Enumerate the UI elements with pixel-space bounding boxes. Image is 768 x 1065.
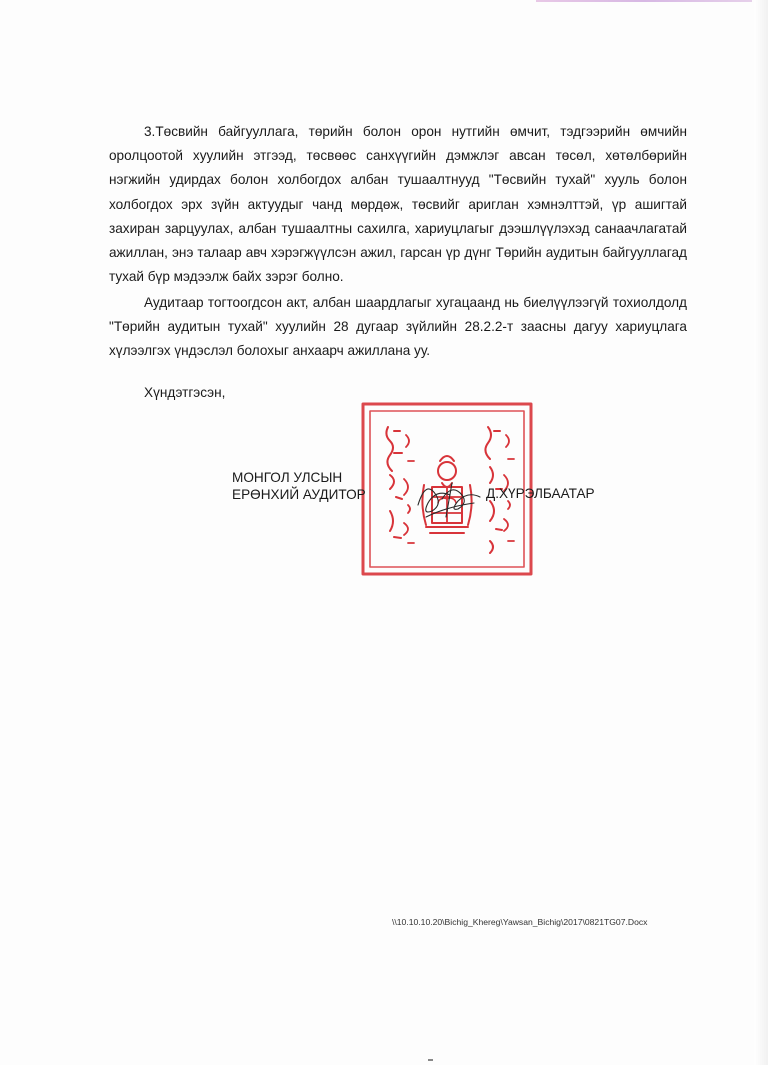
signatory-name: Д.ХҮРЭЛБААТАР [486, 486, 595, 501]
signatory-title-line-2: ЕРӨНХИЙ АУДИТОР [232, 487, 366, 502]
handwritten-signature [412, 475, 488, 525]
document-file-path: \\10.10.10.20\Bichig_Khereg\Yawsan_Bichig\2017\0821TG07.Docx [392, 917, 648, 927]
body-paragraph-1: 3.Төсвийн байгууллага, төрийн болон орон нутгийн өмчит, тэдгээрийн өмчийн оролцоотой хуулийн этгээд, төсвөөс санхүүгийн дэмжлэг авсан төсөл, хөтөлбөрийн нэгжийн удирдах болон холбогдох албан тушаалтнууд "Төсвийн тухай" хууль болон холбогдох эрх зүйн актуудыг чанд мөрдөж, төсвийг ариглан хэмнэлттэй, үр ашигтай захиран зарцуулах, албан тушаалтны сахилга, хариуцлагыг дээшлүүлэхэд санаачлагатай ажиллан, энэ талаар авч хэрэгжүүлсэн ажил, гарсан үр дүнг Төрийн аудитын байгууллагад тухай бүр мэдээлж байх зэрэг болно. [109, 124, 687, 285]
scan-color-strip [536, 0, 752, 2]
scan-speck [428, 1059, 433, 1061]
scan-edge-shadow [754, 0, 768, 1065]
signatory-title-line-1: МОНГОЛ УЛСЫН [232, 470, 343, 485]
body-paragraph-2: Аудитаар тогтоогдсон акт, албан шаардлагыг хугацаанд нь биелүүлээгүй тохиолдолд "Төрийн аудитын тухай" хуулийн 28 дугаар зүйлийн 28.2.2-т заасны дагуу хариуцлага хүлээлгэх үндэслэл болохыг анхаарч ажиллана уу. [109, 295, 687, 359]
closing-greeting: Хүндэтгэсэн, [144, 385, 226, 400]
signatory-title [232, 469, 366, 503]
